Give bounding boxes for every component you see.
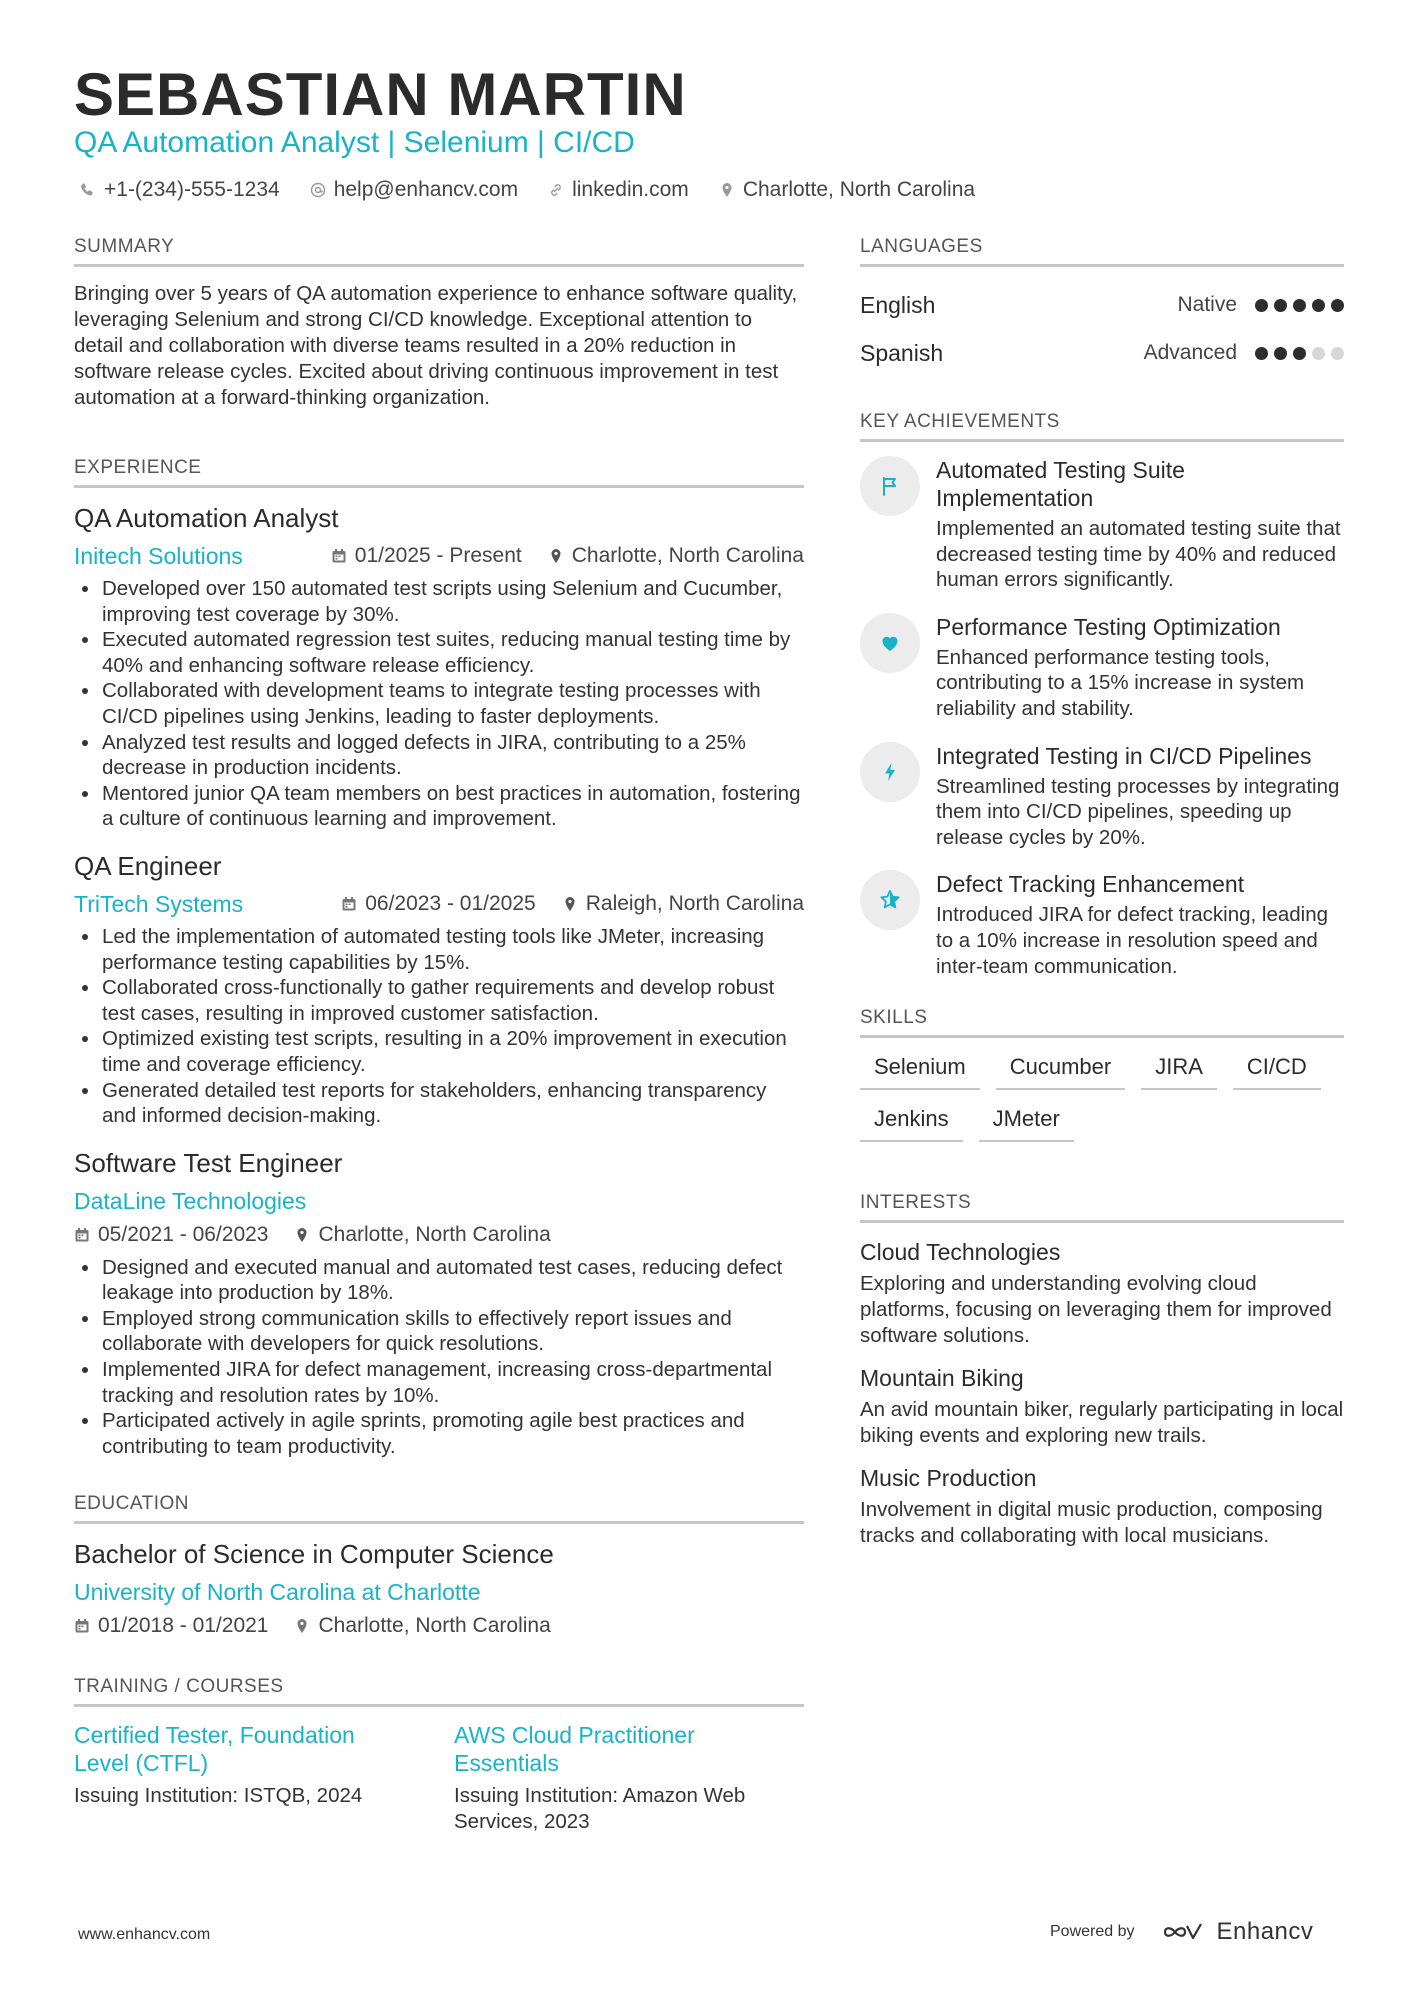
location-text: Charlotte, North Carolina <box>318 1222 551 1246</box>
proficiency-dot-filled <box>1255 299 1268 312</box>
job-location <box>294 1221 550 1249</box>
achievement-body <box>936 742 1344 851</box>
school-name: University of North Carolina at Charlotte <box>74 1579 481 1606</box>
achievements-section <box>860 411 1344 979</box>
interest-title: Mountain Biking <box>860 1365 1024 1392</box>
language-row <box>860 329 1344 377</box>
course-title: AWS Cloud Practitioner Essentials <box>454 1722 695 1777</box>
bullet-item: Executed automated regression test suites, reducing manual testing time by 40% and enhancing software release efficiency. <box>102 627 804 678</box>
company-name: TriTech Systems <box>74 890 244 917</box>
language-name: English <box>860 291 936 318</box>
job-title: QA Automation Analyst <box>74 503 339 533</box>
location-pin-icon <box>294 1618 310 1634</box>
location-pin-icon <box>562 896 578 912</box>
course-item <box>74 1721 404 1834</box>
job-location <box>562 890 804 918</box>
achievement-item <box>860 613 1344 722</box>
location-text: Raleigh, North Carolina <box>585 891 804 915</box>
language-level: Advanced <box>1143 341 1237 364</box>
interest-item <box>860 1237 1344 1349</box>
job-bullets <box>74 576 804 832</box>
language-name: Spanish <box>860 339 944 366</box>
achievement-title: Performance Testing Optimization <box>936 613 1281 640</box>
languages-section <box>860 236 1344 377</box>
footer-website[interactable]: www.enhancv.com <box>78 1926 211 1943</box>
achievement-desc: Implemented an automated testing suite that decreased testing time by 40% and reduced human errors significantly. <box>936 517 1341 592</box>
heart-icon <box>878 631 902 655</box>
achievement-body <box>936 456 1344 593</box>
brand-name: Enhancv <box>1216 1918 1314 1945</box>
achievement-icon-badge <box>860 613 920 673</box>
bullet-item: Designed and executed manual and automated test cases, reducing defect leakage into production by 18%. <box>102 1255 804 1306</box>
job-entry <box>74 850 804 1129</box>
achievement-body <box>936 613 1344 722</box>
course-list <box>74 1721 804 1834</box>
calendar-icon <box>74 1227 90 1243</box>
skill-tag: JIRA <box>1141 1052 1217 1090</box>
education-section <box>74 1493 804 1640</box>
summary-text: Bringing over 5 years of QA automation experience to enhance software quality, leveraging Selenium and strong CI/CD knowledge. Exceptional attention to detail and collaboration with diverse teams resulted in a 20% reduction in software release cycles. Excited about driving continuous improvement in test automation at a forward-thinking organization. <box>74 282 798 409</box>
achievement-item <box>860 456 1344 593</box>
bullet-item: Participated actively in agile sprints, promoting agile best practices and contributing to team productivity. <box>102 1408 804 1459</box>
languages-heading: LANGUAGES <box>860 236 1344 267</box>
dates-text: 01/2025 - Present <box>354 544 522 567</box>
phone-text: +1-(234)-555-1234 <box>104 178 280 201</box>
enhancv-logo-icon <box>1161 1920 1207 1944</box>
experience-section <box>74 457 804 1459</box>
dates-text: 01/2018 - 01/2021 <box>98 1614 269 1638</box>
job-dates <box>331 542 522 570</box>
experience-heading: EXPERIENCE <box>74 457 804 488</box>
linkedin-text: linkedin.com <box>572 178 689 201</box>
contact-phone[interactable] <box>80 178 280 202</box>
interest-item <box>860 1463 1344 1549</box>
location-pin-icon <box>719 182 735 198</box>
skill-tag: Selenium <box>860 1052 980 1090</box>
job-meta <box>74 1187 804 1215</box>
summary-heading: SUMMARY <box>74 236 804 267</box>
flag-icon <box>878 474 902 498</box>
job-title: Software Test Engineer <box>74 1147 343 1178</box>
achievement-desc: Streamlined testing processes by integrating them into CI/CD pipelines, speeding up release cycles by 20%. <box>936 774 1340 849</box>
calendar-icon <box>74 1618 90 1634</box>
job-meta <box>74 542 804 570</box>
contact-bar <box>80 178 975 202</box>
interest-title: Music Production <box>860 1465 1037 1492</box>
degree-title: Bachelor of Science in Computer Science <box>74 1539 554 1570</box>
skill-tag: Jenkins <box>860 1104 963 1142</box>
education-meta <box>74 1612 804 1640</box>
achievement-title: Defect Tracking Enhancement <box>936 871 1245 898</box>
dates-text: 05/2021 - 06/2023 <box>98 1222 269 1246</box>
school-meta <box>74 1578 804 1606</box>
contact-email[interactable] <box>310 178 518 202</box>
language-proficiency <box>1144 341 1344 365</box>
course-desc: Issuing Institution: Amazon Web Services, 2023 <box>454 1784 746 1834</box>
achievement-desc: Enhanced performance testing tools, contributing to a 15% increase in system reliability and stability. <box>936 645 1305 720</box>
achievement-item <box>860 742 1344 851</box>
education-dates <box>74 1612 268 1640</box>
job-meta <box>74 890 804 918</box>
bullet-item: Developed over 150 automated test scripts using Selenium and Cucumber, improving test coverage by 30%. <box>102 576 804 627</box>
bullet-item: Collaborated cross-functionally to gather requirements and develop robust test cases, resulting in improved customer satisfaction. <box>102 975 804 1026</box>
bullet-item: Led the implementation of automated testing tools like JMeter, increasing performance testing capabilities by 15%. <box>102 924 804 975</box>
proficiency-dots <box>1255 347 1344 360</box>
calendar-icon <box>341 896 357 912</box>
link-icon <box>548 182 564 198</box>
proficiency-dot-filled <box>1331 299 1344 312</box>
job-meta-secondary <box>74 1221 804 1249</box>
location-text: Charlotte, North Carolina <box>571 544 804 567</box>
candidate-name: SEBASTIAN MARTIN <box>74 61 687 128</box>
interest-desc: An avid mountain biker, regularly participating in local biking events and exploring new trails. <box>860 1398 1344 1448</box>
achievement-icon-badge <box>860 456 920 516</box>
achievement-body <box>936 870 1344 979</box>
left-column <box>74 236 804 1879</box>
job-entry <box>74 1147 804 1460</box>
at-icon <box>310 182 326 198</box>
proficiency-dot-filled <box>1293 347 1306 360</box>
language-proficiency <box>1177 293 1344 317</box>
interest-item <box>860 1363 1344 1449</box>
bullet-item: Analyzed test results and logged defects in JIRA, contributing to a 25% decrease in production incidents. <box>102 730 804 781</box>
skills-heading: SKILLS <box>860 1007 1344 1038</box>
phone-icon <box>80 182 96 198</box>
achievement-desc: Introduced JIRA for defect tracking, leading to a 10% increase in resolution speed and inter-team communication. <box>936 903 1329 978</box>
bullet-item: Employed strong communication skills to effectively report issues and collaborate with developers for quick resolutions. <box>102 1306 804 1357</box>
proficiency-dot-filled <box>1274 299 1287 312</box>
course-desc: Issuing Institution: ISTQB, 2024 <box>74 1784 363 1808</box>
job-bullets <box>74 924 804 1129</box>
job-bullets <box>74 1255 804 1460</box>
dates-text: 06/2023 - 01/2025 <box>365 891 536 915</box>
achievement-item <box>860 870 1344 979</box>
bullet-item: Optimized existing test scripts, resulting in a 20% improvement in execution time and coverage efficiency. <box>102 1026 804 1077</box>
calendar-icon <box>331 548 347 564</box>
summary-section <box>74 236 804 411</box>
company-name: Initech Solutions <box>74 543 243 569</box>
language-level: Native <box>1177 293 1237 316</box>
job-dates <box>74 1221 268 1249</box>
right-column <box>860 236 1344 1593</box>
location-text: Charlotte, North Carolina <box>318 1614 551 1638</box>
bullet-item: Collaborated with development teams to integrate testing processes with CI/CD pipelines using Jenkins, leading to faster deployments. <box>102 678 804 729</box>
proficiency-dot-empty <box>1312 347 1325 360</box>
skills-section <box>860 1007 1344 1142</box>
bullet-item: Mentored junior QA team members on best practices in automation, fostering a culture of continuous learning and improvement. <box>102 781 804 832</box>
achievement-title: Integrated Testing in CI/CD Pipelines <box>936 742 1312 769</box>
interest-desc: Involvement in digital music production, composing tracks and collaborating with local musicians. <box>860 1498 1323 1548</box>
star-icon <box>878 888 902 912</box>
headline: QA Automation Analyst | Selenium | CI/CD <box>74 126 635 159</box>
contact-location <box>719 178 975 202</box>
footer-branding <box>1050 1918 1313 1946</box>
company-name: DataLine Technologies <box>74 1187 307 1214</box>
course-item <box>454 1721 784 1834</box>
proficiency-dot-filled <box>1274 347 1287 360</box>
proficiency-dot-empty <box>1331 347 1344 360</box>
bullet-item: Generated detailed test reports for stakeholders, enhancing transparency and informed decision-making. <box>102 1078 804 1129</box>
powered-by-text: Powered by <box>1050 1923 1135 1940</box>
job-entry <box>74 502 804 832</box>
contact-linkedin[interactable] <box>548 178 689 202</box>
lightning-icon <box>878 760 902 784</box>
location-text: Charlotte, North Carolina <box>742 178 976 201</box>
bullet-item: Implemented JIRA for defect management, increasing cross-departmental tracking and resolution rates by 10%. <box>102 1357 804 1408</box>
interests-section <box>860 1192 1344 1549</box>
training-heading: TRAINING / COURSES <box>74 1676 804 1707</box>
proficiency-dot-filled <box>1293 299 1306 312</box>
interest-desc: Exploring and understanding evolving cloud platforms, focusing on leveraging them for improved software solutions. <box>860 1272 1332 1348</box>
proficiency-dot-filled <box>1312 299 1325 312</box>
course-title: Certified Tester, Foundation Level (CTFL) <box>74 1722 355 1777</box>
achievement-icon-badge <box>860 742 920 802</box>
achievements-heading: KEY ACHIEVEMENTS <box>860 411 1344 442</box>
job-title: QA Engineer <box>74 850 222 881</box>
skill-tag: CI/CD <box>1233 1052 1321 1090</box>
proficiency-dots <box>1255 299 1344 312</box>
skill-tag: Cucumber <box>996 1052 1125 1090</box>
education-location <box>294 1612 550 1640</box>
job-location <box>548 542 804 570</box>
location-pin-icon <box>294 1227 310 1243</box>
interest-title: Cloud Technologies <box>860 1239 1061 1266</box>
language-row <box>860 281 1344 329</box>
proficiency-dot-filled <box>1255 347 1268 360</box>
training-section <box>74 1676 804 1834</box>
achievement-icon-badge <box>860 870 920 930</box>
email-text: help@enhancv.com <box>333 178 519 201</box>
job-dates <box>341 890 535 918</box>
interests-heading: INTERESTS <box>860 1192 1344 1223</box>
skills-list <box>860 1052 1344 1142</box>
achievement-title: Automated Testing Suite Implementation <box>936 457 1185 511</box>
education-heading: EDUCATION <box>74 1493 804 1524</box>
skill-tag: JMeter <box>979 1104 1074 1142</box>
brand-logo[interactable] <box>1161 1918 1314 1946</box>
location-pin-icon <box>548 548 564 564</box>
